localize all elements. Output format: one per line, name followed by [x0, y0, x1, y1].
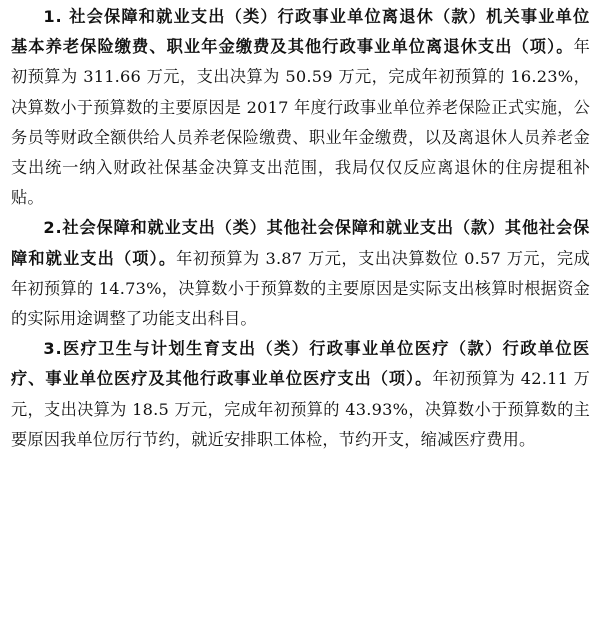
paragraph-1-heading: 1. 社会保障和就业支出（类）行政事业单位离退休（款）机关事业单位基本养老保险缴费、职业年金缴费及其他行政事业单位离退休支出（项）。 — [11, 7, 590, 57]
paragraph-2-body: 年初预算为 3.87 万元，支出决算数位 0.57 万元，完成年初预算的 14.73%，决算数小于预算数的主要原因是实际支出核算时根据资金的实际用途调整了功能支出科目。 — [11, 248, 590, 329]
section-other-social-security — [11, 213, 590, 334]
paragraph-3-heading: 3.医疗卫生与计划生育支出（类）行政事业单位医疗（款）行政单位医疗、事业单位医疗及其他行政事业单位医疗支出（项）。 — [11, 339, 590, 389]
paragraph-1-body: 年初预算为 311.66 万元，支出决算为 50.59 万元，完成年初预算的 16.23%，决算数小于预算数的主要原因是 2017 年度行政事业单位养老保险正式实施，公务员等财政全额供给人员养老保险缴费、职业年金缴费，以及离退休人员养老金支出统一纳入财政社保基金决算支出范围，我局仅仅反应离退休的住房提租补贴。 — [11, 37, 590, 208]
paragraph-2 — [11, 213, 590, 334]
paragraph-2-heading: 2.社会保障和就业支出（类）其他社会保障和就业支出（款）其他社会保障和就业支出（项）。 — [11, 218, 590, 268]
paragraph-3 — [11, 334, 590, 455]
paragraph-3-body: 年初预算为 42.11 万元，支出决算为 18.5 万元，完成年初预算的 43.93%，决算数小于预算数的主要原因我单位厉行节约，就近安排职工体检，节约开支，缩减医疗费用。 — [11, 369, 590, 449]
paragraph-1 — [11, 2, 590, 213]
section-medical-expenditure — [11, 334, 590, 455]
section-pension-expenditure — [11, 2, 590, 213]
